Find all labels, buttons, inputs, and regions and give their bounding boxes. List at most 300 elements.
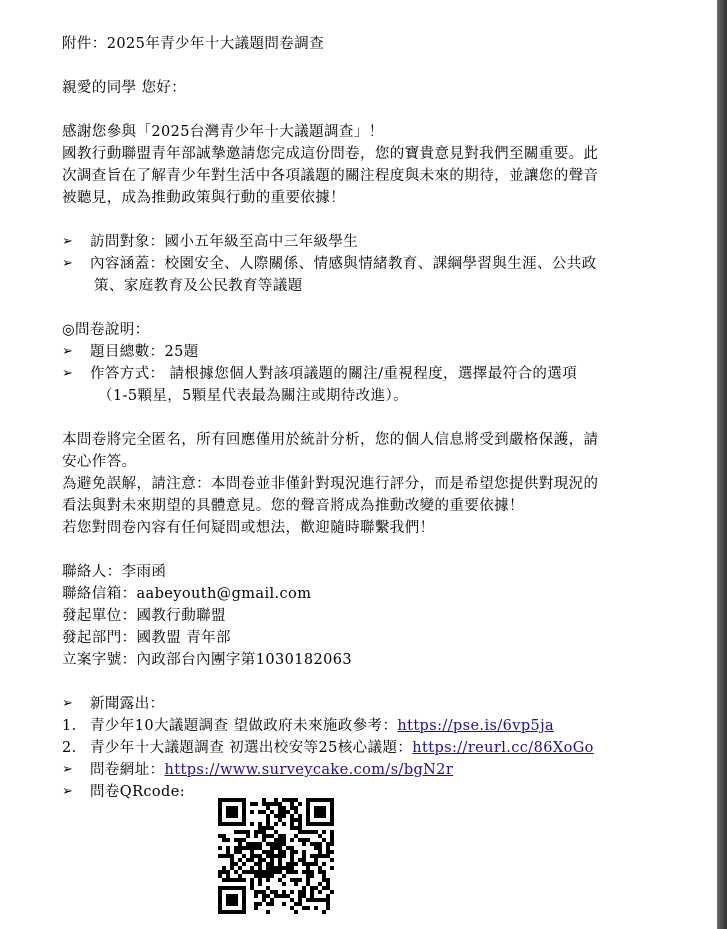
qr-module	[326, 906, 330, 910]
qr-module	[262, 890, 266, 894]
qr-module	[330, 806, 334, 810]
arrow-bullet-icon: ➢	[62, 366, 74, 381]
qr-module	[330, 802, 334, 806]
qr-module	[278, 858, 282, 862]
qr-module	[306, 806, 310, 810]
qr-module	[306, 898, 310, 902]
qr-module	[242, 890, 246, 894]
qr-module	[226, 850, 230, 854]
qr-module	[218, 814, 222, 818]
qr-module	[242, 846, 246, 850]
qr-module	[310, 898, 314, 902]
qr-module	[246, 842, 250, 846]
news-link-1[interactable]: https://pse.is/6vp5ja	[397, 718, 555, 734]
qr-module	[298, 890, 302, 894]
qr-module	[310, 894, 314, 898]
qr-module	[330, 838, 334, 842]
qr-module	[314, 846, 318, 850]
qr-module	[234, 838, 238, 842]
qr-module	[322, 854, 326, 858]
qr-module	[314, 798, 318, 802]
qr-module	[262, 798, 266, 802]
qr-module	[270, 898, 274, 902]
qr-module	[290, 850, 294, 854]
qr-module	[254, 802, 258, 806]
arrow-bullet-icon: ➢	[62, 256, 74, 271]
qr-module	[290, 846, 294, 850]
qr-module	[282, 854, 286, 858]
contact-org: 發起單位：國教行動聯盟	[62, 608, 226, 624]
qr-module	[290, 906, 294, 910]
qr-module	[290, 802, 294, 806]
viewer-edge	[717, 0, 727, 929]
qr-module	[218, 898, 222, 902]
qr-module	[278, 810, 282, 814]
qr-module	[314, 822, 318, 826]
qr-module	[234, 810, 238, 814]
qr-module	[298, 814, 302, 818]
qr-module	[230, 878, 234, 882]
qr-module	[302, 870, 306, 874]
qr-module	[230, 854, 234, 858]
qr-module	[226, 814, 230, 818]
qr-module	[270, 862, 274, 866]
qr-module	[298, 822, 302, 826]
qr-module	[310, 874, 314, 878]
qr-module	[290, 814, 294, 818]
qr-module	[322, 814, 326, 818]
qr-module	[322, 806, 326, 810]
qr-module	[234, 862, 238, 866]
qr-module	[286, 866, 290, 870]
document-title: 附件：2025年青少年十大議題問卷調查	[62, 36, 324, 52]
contact-person: 聯絡人：李雨函	[62, 564, 167, 580]
privacy-line: 看法與對未來期望的具體意見。您的聲音將成為推動改變的重要依據！	[62, 498, 524, 514]
qr-module	[254, 870, 258, 874]
qr-module	[238, 842, 242, 846]
qr-module	[222, 834, 226, 838]
qr-module	[302, 830, 306, 834]
qr-module	[226, 898, 230, 902]
qr-module	[250, 854, 254, 858]
qr-module	[282, 902, 286, 906]
qr-module	[218, 874, 222, 878]
qr-module	[250, 870, 254, 874]
qr-module	[250, 846, 254, 850]
qr-module	[218, 818, 222, 822]
qr-module	[322, 886, 326, 890]
qr-code-icon[interactable]	[218, 798, 334, 914]
qr-module	[306, 838, 310, 842]
qr-module	[242, 806, 246, 810]
qr-module	[254, 874, 258, 878]
intro-line: 被聽見，成為推動政策與行動的重要依據！	[62, 190, 346, 206]
qr-label-item: ➢ 問卷QRcode:	[62, 781, 674, 803]
qr-module	[310, 890, 314, 894]
qr-module	[258, 870, 262, 874]
qr-module	[282, 838, 286, 842]
survey-url-item: ➢ 問卷網址：https://www.surveycake.com/s/bgN2r	[62, 759, 674, 781]
qr-module	[282, 834, 286, 838]
qr-module	[310, 870, 314, 874]
qr-module	[262, 898, 266, 902]
qr-module	[270, 890, 274, 894]
qr-module	[302, 850, 306, 854]
qr-module	[242, 854, 246, 858]
qr-module	[258, 826, 262, 830]
qr-module	[274, 798, 278, 802]
qr-module	[234, 822, 238, 826]
qr-module	[326, 902, 330, 906]
qr-module	[326, 898, 330, 902]
qr-module	[310, 798, 314, 802]
qr-module	[314, 886, 318, 890]
qr-module	[262, 858, 266, 862]
qr-module	[262, 810, 266, 814]
qr-module	[238, 850, 242, 854]
qr-module	[294, 826, 298, 830]
qr-module	[282, 850, 286, 854]
privacy-line: 安心作答。	[62, 454, 137, 470]
qr-module	[218, 906, 222, 910]
greeting: 親愛的同學 您好：	[62, 80, 187, 96]
privacy-line: 為避免誤解，請注意：本問卷並非僅針對現況進行評分，而是希望您提供對現況的	[62, 476, 599, 492]
qr-module	[270, 902, 274, 906]
qr-module	[234, 806, 238, 810]
qr-module	[330, 842, 334, 846]
qr-module	[266, 850, 270, 854]
qr-module	[294, 862, 298, 866]
qr-module	[310, 862, 314, 866]
qr-module	[326, 846, 330, 850]
qr-module	[226, 798, 230, 802]
qr-module	[258, 862, 262, 866]
qr-module	[290, 870, 294, 874]
qr-module	[250, 802, 254, 806]
qr-module	[318, 806, 322, 810]
qr-module	[290, 806, 294, 810]
qr-module	[254, 846, 258, 850]
qr-module	[270, 850, 274, 854]
qr-module	[230, 910, 234, 914]
qr-module	[318, 866, 322, 870]
qr-module	[282, 806, 286, 810]
qr-module	[294, 834, 298, 838]
qr-module	[266, 814, 270, 818]
qr-module	[302, 894, 306, 898]
qr-module	[238, 878, 242, 882]
qr-module	[306, 874, 310, 878]
contact-email: 聯絡信箱：aabeyouth@gmail.com	[62, 586, 312, 602]
qr-module	[282, 894, 286, 898]
news-item-1: 1. 青少年10大議題調查 望做政府未來施政參考：https://pse.is/6vp5ja	[62, 718, 555, 734]
qr-module	[278, 866, 282, 870]
contact-registration: 立案字號：內政部台內團字第1030182063	[62, 652, 352, 668]
qr-module	[322, 830, 326, 834]
qr-module	[294, 810, 298, 814]
qr-module	[290, 866, 294, 870]
qr-module	[258, 890, 262, 894]
qr-module	[294, 798, 298, 802]
qr-module	[238, 846, 242, 850]
qr-module	[250, 810, 254, 814]
list-item-target: ➢ 訪問對象：國小五年級至高中三年級學生	[62, 231, 674, 253]
qr-module	[254, 902, 258, 906]
qr-module	[278, 842, 282, 846]
qr-module	[294, 902, 298, 906]
qr-module	[282, 866, 286, 870]
qr-module	[270, 858, 274, 862]
qr-module	[266, 902, 270, 906]
qr-module	[230, 894, 234, 898]
qr-module	[262, 834, 266, 838]
qr-module	[302, 858, 306, 862]
qr-module	[322, 878, 326, 882]
qr-module	[218, 822, 222, 826]
survey-link[interactable]: https://www.surveycake.com/s/bgN2r	[164, 762, 454, 778]
qr-module	[318, 890, 322, 894]
qr-module	[218, 902, 222, 906]
qr-module	[318, 822, 322, 826]
qr-module	[234, 898, 238, 902]
qr-module	[250, 822, 254, 826]
qr-module	[222, 822, 226, 826]
qr-module	[274, 802, 278, 806]
qr-module	[270, 810, 274, 814]
qr-module	[262, 838, 266, 842]
qr-module	[314, 814, 318, 818]
qr-module	[230, 810, 234, 814]
qr-module	[222, 838, 226, 842]
qr-module	[218, 886, 222, 890]
qr-module	[246, 858, 250, 862]
qr-module	[230, 806, 234, 810]
qr-module	[222, 870, 226, 874]
qr-module	[318, 850, 322, 854]
qr-module	[274, 866, 278, 870]
qr-module	[314, 830, 318, 834]
qr-module	[322, 910, 326, 914]
qr-module	[278, 802, 282, 806]
qr-module	[278, 870, 282, 874]
qr-module	[278, 878, 282, 882]
qr-module	[234, 850, 238, 854]
qr-module	[230, 862, 234, 866]
qr-module	[226, 902, 230, 906]
qr-module	[298, 902, 302, 906]
qr-module	[242, 814, 246, 818]
qr-module	[318, 810, 322, 814]
qr-module	[306, 798, 310, 802]
qr-module	[314, 806, 318, 810]
qr-module	[242, 906, 246, 910]
qr-module	[226, 838, 230, 842]
qr-module	[282, 842, 286, 846]
qr-module	[266, 834, 270, 838]
qr-module	[270, 866, 274, 870]
qr-module	[294, 806, 298, 810]
qr-module	[270, 874, 274, 878]
qr-module	[234, 814, 238, 818]
list-item-count: ➢ 題目總數：25題	[62, 341, 674, 363]
qr-module	[278, 834, 282, 838]
qr-module	[274, 846, 278, 850]
qr-module	[310, 830, 314, 834]
qr-module	[218, 854, 222, 858]
arrow-bullet-icon: ➢	[62, 234, 74, 249]
qr-module	[250, 878, 254, 882]
qr-module	[274, 894, 278, 898]
qr-module	[230, 898, 234, 902]
qr-module	[322, 862, 326, 866]
news-heading: ➢ 新聞露出：	[62, 693, 674, 715]
qr-module	[326, 842, 330, 846]
qr-module	[254, 894, 258, 898]
qr-module	[330, 814, 334, 818]
qr-module	[274, 842, 278, 846]
qr-module	[318, 854, 322, 858]
qr-module	[254, 830, 258, 834]
qr-module	[218, 890, 222, 894]
qr-module	[222, 910, 226, 914]
qr-module	[258, 874, 262, 878]
qr-module	[306, 814, 310, 818]
qr-module	[262, 830, 266, 834]
qr-module	[266, 874, 270, 878]
qr-module	[282, 890, 286, 894]
qr-module	[294, 818, 298, 822]
qr-module	[330, 810, 334, 814]
qr-module	[262, 850, 266, 854]
intro-line: 國教行動聯盟青年部誠摯邀請您完成這份問卷，您的寶貴意見對我們至關重要。此	[62, 146, 599, 162]
qr-module	[282, 798, 286, 802]
qr-module	[286, 798, 290, 802]
qr-module	[298, 838, 302, 842]
qr-module	[234, 894, 238, 898]
qr-module	[330, 830, 334, 834]
qr-module	[238, 886, 242, 890]
survey-info-heading: ◎問卷說明：	[62, 322, 150, 338]
qr-module	[262, 894, 266, 898]
qr-module	[326, 854, 330, 858]
qr-module	[234, 798, 238, 802]
qr-module	[286, 846, 290, 850]
qr-module	[238, 830, 242, 834]
qr-module	[258, 878, 262, 882]
qr-module	[290, 862, 294, 866]
qr-module	[258, 882, 262, 886]
qr-module	[274, 870, 278, 874]
privacy-line: 本問卷將完全匿名，所有回應僅用於統計分析，您的個人信息將受到嚴格保護，請	[62, 432, 599, 448]
intro-line: 次調查旨在了解青少年對生活中各項議題的關注程度與未來的期待，並讓您的聲音	[62, 168, 599, 184]
qr-module	[314, 898, 318, 902]
qr-module	[230, 858, 234, 862]
qr-module	[242, 798, 246, 802]
qr-module	[238, 910, 242, 914]
qr-module	[290, 898, 294, 902]
qr-module	[266, 854, 270, 858]
qr-module	[266, 870, 270, 874]
qr-module	[230, 798, 234, 802]
qr-module	[266, 822, 270, 826]
qr-module	[326, 798, 330, 802]
qr-module	[234, 902, 238, 906]
qr-module	[238, 838, 242, 842]
qr-module	[290, 818, 294, 822]
qr-module	[330, 798, 334, 802]
qr-module	[290, 822, 294, 826]
qr-module	[282, 874, 286, 878]
qr-module	[258, 846, 262, 850]
qr-module	[222, 886, 226, 890]
qr-module	[302, 854, 306, 858]
qr-module	[230, 822, 234, 826]
qr-module	[242, 910, 246, 914]
qr-module	[302, 842, 306, 846]
qr-module	[234, 910, 238, 914]
qr-module	[258, 822, 262, 826]
news-link-2[interactable]: https://reurl.cc/86XoGo	[412, 740, 594, 756]
qr-module	[274, 854, 278, 858]
qr-module	[326, 894, 330, 898]
qr-module	[258, 830, 262, 834]
qr-module	[246, 846, 250, 850]
qr-module	[274, 814, 278, 818]
qr-module	[330, 818, 334, 822]
qr-module	[318, 846, 322, 850]
qr-module	[298, 826, 302, 830]
qr-module	[278, 818, 282, 822]
qr-module	[258, 858, 262, 862]
qr-module	[286, 810, 290, 814]
qr-module	[298, 894, 302, 898]
qr-module	[234, 878, 238, 882]
qr-module	[246, 870, 250, 874]
qr-module	[302, 890, 306, 894]
qr-module	[262, 874, 266, 878]
qr-module	[330, 890, 334, 894]
qr-module	[298, 878, 302, 882]
qr-module	[250, 858, 254, 862]
qr-module	[218, 894, 222, 898]
qr-module	[258, 866, 262, 870]
qr-module	[266, 886, 270, 890]
qr-module	[270, 834, 274, 838]
qr-module	[274, 838, 278, 842]
qr-module	[218, 802, 222, 806]
qr-module	[282, 810, 286, 814]
qr-module	[278, 838, 282, 842]
qr-module	[266, 802, 270, 806]
qr-module	[218, 870, 222, 874]
qr-module	[322, 898, 326, 902]
qr-module	[298, 858, 302, 862]
qr-module	[266, 910, 270, 914]
qr-module	[230, 902, 234, 906]
qr-module	[322, 870, 326, 874]
qr-module	[226, 894, 230, 898]
qr-module	[290, 890, 294, 894]
qr-module	[306, 906, 310, 910]
qr-module	[266, 866, 270, 870]
qr-module	[242, 822, 246, 826]
qr-module	[226, 878, 230, 882]
qr-module	[266, 818, 270, 822]
qr-module	[298, 830, 302, 834]
qr-module	[318, 898, 322, 902]
qr-module	[318, 814, 322, 818]
qr-module	[278, 814, 282, 818]
